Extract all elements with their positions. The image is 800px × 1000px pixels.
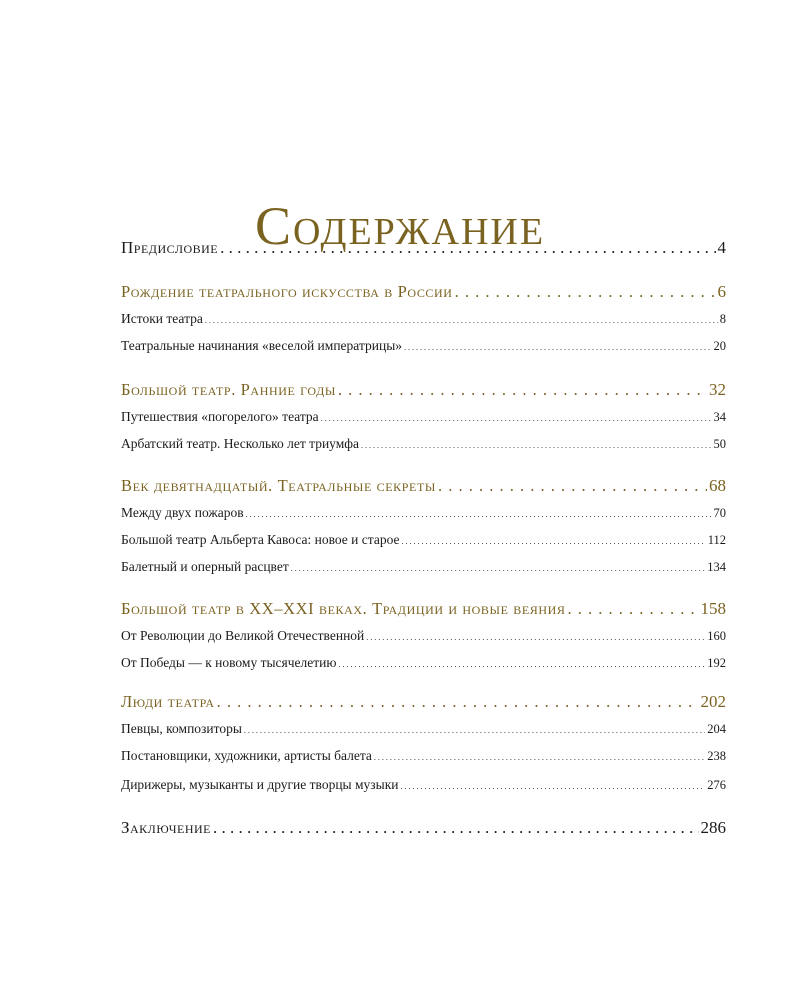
dot-leader <box>455 282 716 302</box>
toc-section-title: Большой театр. Ранние годы <box>121 380 336 399</box>
toc-subentry[interactable] <box>121 655 726 671</box>
dot-leader <box>205 316 718 325</box>
toc-subentry[interactable] <box>121 628 726 644</box>
toc-subentry-title: Путешествия «погорелого» театра <box>121 409 319 424</box>
toc-entry-page: 4 <box>717 238 726 257</box>
dot-leader <box>246 510 712 519</box>
toc-section-title: Люди театра <box>121 692 215 711</box>
dot-leader <box>338 380 707 400</box>
dot-leader <box>213 818 699 838</box>
toc-subentry-page: 8 <box>719 312 726 326</box>
dot-leader <box>400 782 705 791</box>
toc-subentry-title: Театральные начинания «веселой императрицы» <box>121 338 403 353</box>
toc-section-title: Рождение театрального искусства в России <box>121 282 453 301</box>
toc-section-page: 158 <box>700 599 726 618</box>
dot-leader <box>401 537 705 546</box>
toc-section-page: 32 <box>709 380 726 399</box>
dot-leader <box>366 633 705 642</box>
toc-subentry-title: От Революции до Великой Отечественной <box>121 628 365 643</box>
dot-leader <box>217 692 699 712</box>
toc-subentry-title: Постановщики, художники, артисты балета <box>121 748 372 763</box>
toc-subentry-page: 112 <box>707 533 726 547</box>
dot-leader <box>244 726 705 735</box>
toc-subentry[interactable] <box>121 338 726 354</box>
toc-subentry-page: 34 <box>713 410 726 424</box>
toc-section-page: 202 <box>700 692 726 711</box>
toc-section-4[interactable] <box>121 599 726 619</box>
toc-subentry-title: Арбатский театр. Несколько лет триумфа <box>121 436 360 451</box>
toc-entry-conclusion[interactable] <box>121 818 726 838</box>
dot-leader <box>220 238 715 258</box>
toc-subentry-page: 20 <box>713 339 726 353</box>
toc-subentry-page: 70 <box>713 506 726 520</box>
toc-section-title: Большой театр в XX–XXI веках. Традиции и новые веяния <box>121 599 566 618</box>
toc-entry-page: 286 <box>700 818 726 837</box>
toc-subentry-page: 238 <box>707 749 726 763</box>
dot-leader <box>361 441 711 450</box>
toc-subentry[interactable] <box>121 409 726 425</box>
toc-subentry-title: Между двух пожаров <box>121 505 244 520</box>
page-title: Содержание <box>254 196 546 257</box>
toc-subentry-title: Истоки театра <box>121 311 203 326</box>
toc-subentry[interactable] <box>121 311 726 327</box>
toc-section-1[interactable] <box>121 282 726 302</box>
toc-subentry[interactable] <box>121 505 726 521</box>
toc-section-page: 68 <box>709 476 726 495</box>
toc-subentry-page: 192 <box>707 656 726 670</box>
dot-leader <box>374 753 705 762</box>
toc-subentry-title: От Победы — к новому тысячелетию <box>121 655 337 670</box>
toc-subentry-title: Балетный и оперный расцвет <box>121 559 289 574</box>
toc-section-3[interactable] <box>121 476 726 496</box>
toc-subentry[interactable] <box>121 748 726 764</box>
toc-subentry[interactable] <box>121 436 726 452</box>
dot-leader <box>438 476 707 496</box>
toc-section-2[interactable] <box>121 380 726 400</box>
toc-subentry[interactable] <box>121 532 726 548</box>
toc-section-5[interactable] <box>121 692 726 712</box>
toc-subentry-title: Большой театр Альберта Кавоса: новое и старое <box>121 532 400 547</box>
toc-subentry-title: Певцы, композиторы <box>121 721 242 736</box>
toc-section-title: Век девятнадцатый. Театральные секреты <box>121 476 436 495</box>
dot-leader <box>321 414 712 423</box>
toc-subentry[interactable] <box>121 559 726 575</box>
toc-subentry[interactable] <box>121 721 726 737</box>
toc-subentry-page: 276 <box>707 778 726 792</box>
dot-leader <box>291 564 706 573</box>
toc-subentry-title: Дирижеры, музыканты и другие творцы музыки <box>121 777 399 792</box>
toc-subentry-page: 134 <box>707 560 726 574</box>
dot-leader <box>404 343 711 352</box>
dot-leader <box>568 599 699 619</box>
toc-entry-preface[interactable] <box>121 238 726 258</box>
toc-subentry-page: 50 <box>713 437 726 451</box>
dot-leader <box>338 660 705 669</box>
toc-entry-title: Заключение <box>121 818 211 837</box>
toc-subentry-page: 160 <box>707 629 726 643</box>
toc-subentry[interactable] <box>121 777 726 793</box>
toc-section-page: 6 <box>717 282 726 301</box>
toc-subentry-page: 204 <box>707 722 726 736</box>
toc-entry-title: Предисловие <box>121 238 219 257</box>
